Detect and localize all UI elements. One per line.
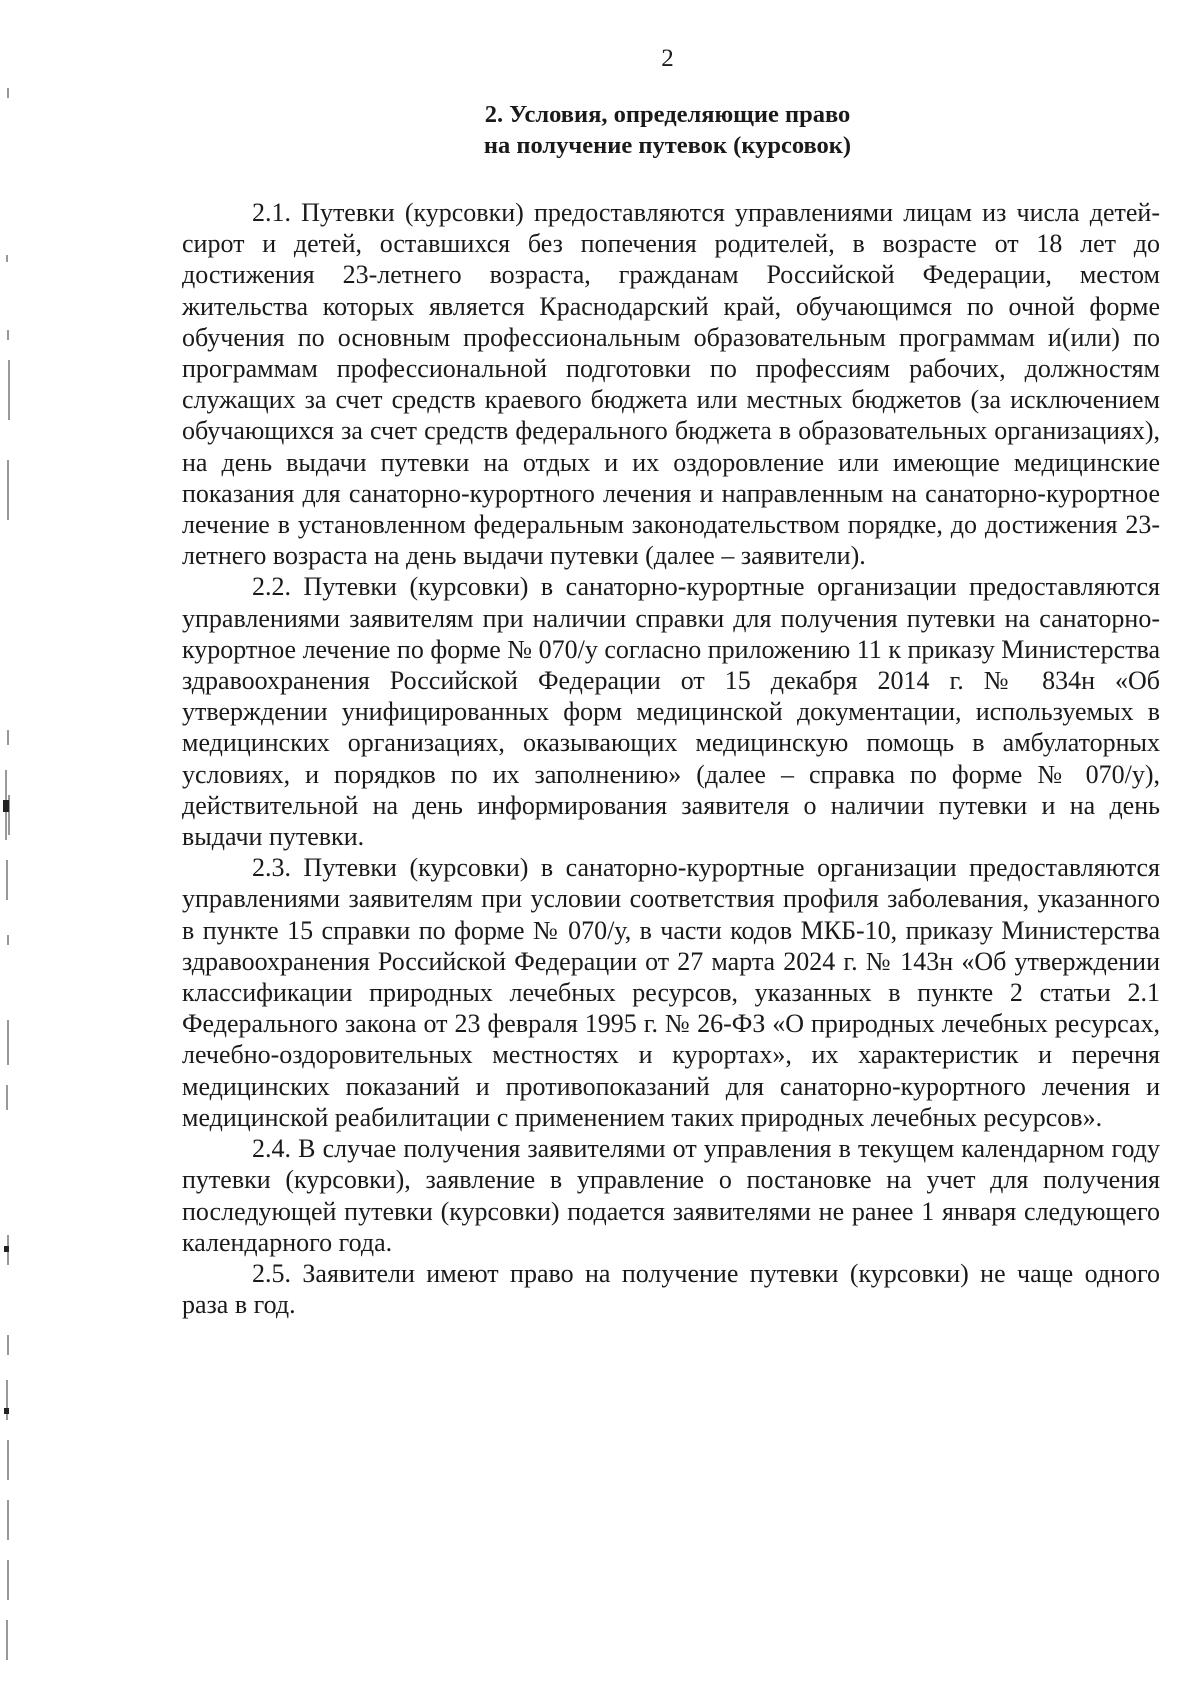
paragraph-2-4: 2.4. В случае получения заявителями от управления в текущем календарном году путевки (курсовки), заявление в управление о постановке на учет для получения последующей путевки (курсовки) подается заявителями не ранее 1 января следующего календарного года. xyxy=(182,1134,1160,1257)
page-number: 2 xyxy=(661,45,674,72)
body-text xyxy=(182,197,1160,1320)
paragraph-2-3: 2.3. Путевки (курсовки) в санаторно-курортные организации предоставляются управлениями заявителям при условии соответствия профиля заболевания, указанного в пункте 15 справки по форме № 070/у, в части кодов МКБ-10, приказу Министерства здравоохранения Российской Федерации от 27 марта 2024 г. № 143н «Об утверждении классификации природных лечебных ресурсов, указанных в пункте 2 статьи 2.1 Федерального закона от 23 февраля 1995 г. № 26-ФЗ «О природных лечебных ресурсах, лечебно-оздоровительных местностях и курортах», их характеристик и перечня медицинских показаний и противопоказаний для санаторно-курортного лечения и медицинской реабилитации с применением таких природных лечебных ресурсов». xyxy=(182,853,1160,1132)
paragraph-2-1: 2.1. Путевки (курсовки) предоставляются управлениями лицам из числа детей-сирот и детей, оставшихся без попечения родителей, в возрасте от 18 лет до достижения 23-летнего возраста, гражданам Российской Федерации, местом жительства которых является Краснодарский край, обучающимся по очной форме обучения по основным профессиональным образовательным программам и(или) по программам профессиональной подготовки по профессиям рабочих, должностям служащих за счет средств краевого бюджета или местных бюджетов (за исключением обучающихся за счет средств федерального бюджета в образовательных организациях), на день выдачи путевки на отдых и их оздоровление или имеющие медицинские показания для санаторно-курортного лечения и направленным на санаторно-курортное лечение в установленном федеральным законодательством порядке, до достижения 23-летнего возраста на день выдачи путевки (далее – заявители). xyxy=(182,198,1160,571)
scan-edge-marks xyxy=(0,0,14,1697)
section-heading xyxy=(0,99,1200,161)
paragraph-2-2: 2.2. Путевки (курсовки) в санаторно-курортные организации предоставляются управлениями заявителям при наличии справки для получения путевки на санаторно-курортное лечение по форме № 070/у согласно приложению 11 к приказу Министерства здравоохранения Российской Федерации от 15 декабря 2014 г. № 834н «Об утверждении унифицированных форм медицинской документации, используемых в медицинских организациях, оказывающих медицинскую помощь в амбулаторных условиях, и порядков по их заполнению» (далее – справка по форме № 070/у), действительной на день информирования заявителя о наличии путевки и на день выдачи путевки. xyxy=(182,572,1160,852)
paragraph-2-5: 2.5. Заявители имеют право на получение путевки (курсовки) не чаще одного раза в год. xyxy=(182,1258,1160,1320)
section-heading-line-1: 2. Условия, определяющие право xyxy=(484,101,851,128)
section-heading-line-2: на получение путевок (курсовок) xyxy=(483,132,852,159)
